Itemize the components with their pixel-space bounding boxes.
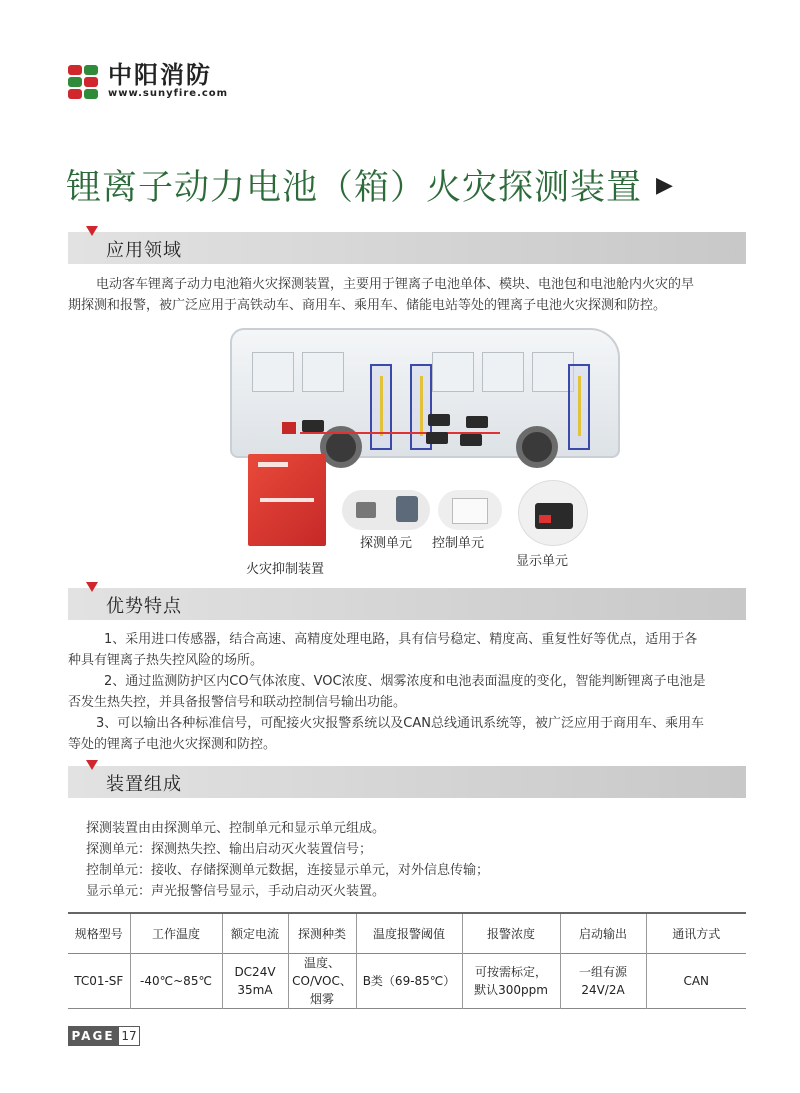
fire-suppression-device-icon <box>248 454 326 546</box>
section-header-composition <box>68 766 746 798</box>
cell-current: DC24V 35mA <box>222 953 288 1008</box>
detection-unit-icon <box>342 490 430 530</box>
cell-comm: CAN <box>646 953 746 1008</box>
page-number: 17 <box>118 1026 140 1046</box>
composition-line: 控制单元：接收、存储探测单元数据，连接显示单元，对外信息传输； <box>86 863 490 878</box>
table-header: 通讯方式 <box>646 913 746 953</box>
table-row <box>68 953 746 1008</box>
bus-door-icon <box>568 364 590 450</box>
red-triangle-icon <box>86 582 98 592</box>
table-header: 探测种类 <box>288 913 356 953</box>
bus-system-illustration <box>220 322 630 582</box>
spec-table <box>68 912 746 1009</box>
bus-door-icon <box>370 364 392 450</box>
advantage-line: 2、通过监测防护区内CO气体浓度、VOC浓度、烟雾浓度和电池表面温度的变化，智能判断锂离子电池是 <box>104 674 706 689</box>
advantage-line: 1、采用进口传感器，结合高速、高精度处理电路，具有信号稳定、精度高、重复性好等优点，适用于各 <box>104 632 698 647</box>
table-header: 工作温度 <box>130 913 222 953</box>
display-unit-icon <box>518 480 588 546</box>
table-header: 报警浓度 <box>462 913 560 953</box>
caption-detection: 探测单元 <box>360 536 413 551</box>
brand-logo <box>68 62 228 99</box>
control-unit-icon <box>438 490 502 530</box>
battery-icon <box>302 420 324 432</box>
section-heading: 优势特点 <box>106 596 182 617</box>
section-header-application <box>68 232 746 264</box>
application-text-line1: 电动客车锂离子动力电池箱火灾探测装置，主要用于锂离子电池单体、模块、电池包和电池舱内火灾的早 <box>96 277 695 292</box>
cell-model: TC01-SF <box>74 973 124 988</box>
suppressor-unit-icon <box>282 422 296 434</box>
table-header: 温度报警阈值 <box>356 913 462 953</box>
battery-icon <box>428 414 450 426</box>
cell-type: 温度、 CO/VOC、 烟雾 <box>288 953 356 1008</box>
logo-mark-icon <box>68 63 100 99</box>
battery-icon <box>466 416 488 428</box>
section-heading: 装置组成 <box>106 774 182 795</box>
table-header: 规格型号 <box>74 926 123 941</box>
advantage-line: 种具有锂离子热失控风险的场所。 <box>68 653 264 668</box>
section-heading: 应用领域 <box>106 240 182 261</box>
page-title-text: 锂离子动力电池（箱）火灾探测装置 <box>66 168 643 208</box>
section-header-advantages <box>68 588 746 620</box>
composition-line: 探测单元：探测热失控、输出启动灭火装置信号； <box>86 842 373 857</box>
page-label: PAGE <box>68 1026 118 1046</box>
caption-control: 控制单元 <box>432 536 485 551</box>
cell-threshold: B类（69-85℃） <box>356 953 462 1008</box>
table-header: 启动输出 <box>560 913 646 953</box>
table-header: 额定电流 <box>222 913 288 953</box>
advantage-line: 否发生热失控，并具备报警信号和联动控制信号输出功能。 <box>68 695 407 710</box>
advantage-line: 等处的锂离子电池火灾探测和防控。 <box>68 737 277 752</box>
play-arrow-icon: ▶ <box>656 172 674 198</box>
red-triangle-icon <box>86 226 98 236</box>
caption-display: 显示单元 <box>516 554 569 569</box>
composition-line: 探测装置由由探测单元、控制单元和显示单元组成。 <box>86 821 386 836</box>
battery-icon <box>460 434 482 446</box>
battery-icon <box>426 432 448 444</box>
brand-url: www.sunyfire.com <box>108 88 229 99</box>
cell-output: 一组有源 24V/2A <box>560 953 646 1008</box>
caption-suppression: 火灾抑制装置 <box>246 562 325 577</box>
brand-name: 中阳消防 <box>108 61 212 89</box>
cell-concentration: 可按需标定， 默认300ppm <box>462 953 560 1008</box>
red-triangle-icon <box>86 760 98 770</box>
application-text-line2: 期探测和报警，被广泛应用于高铁动车、商用车、乘用车、储能电站等处的锂离子电池火灾探测和防控。 <box>68 298 667 313</box>
wheel-icon <box>516 426 558 468</box>
page-title <box>66 160 674 210</box>
cell-temp: -40℃~85℃ <box>130 953 222 1008</box>
advantage-line: 3、可以输出各种标准信号，可配接火灾报警系统以及CAN总线通讯系统等，被广泛应用于商用车、乘用车 <box>96 716 704 731</box>
composition-line: 显示单元：声光报警信号显示，手动启动灭火装置。 <box>86 884 386 899</box>
table-header-row <box>68 913 746 953</box>
page-indicator <box>68 1026 140 1046</box>
